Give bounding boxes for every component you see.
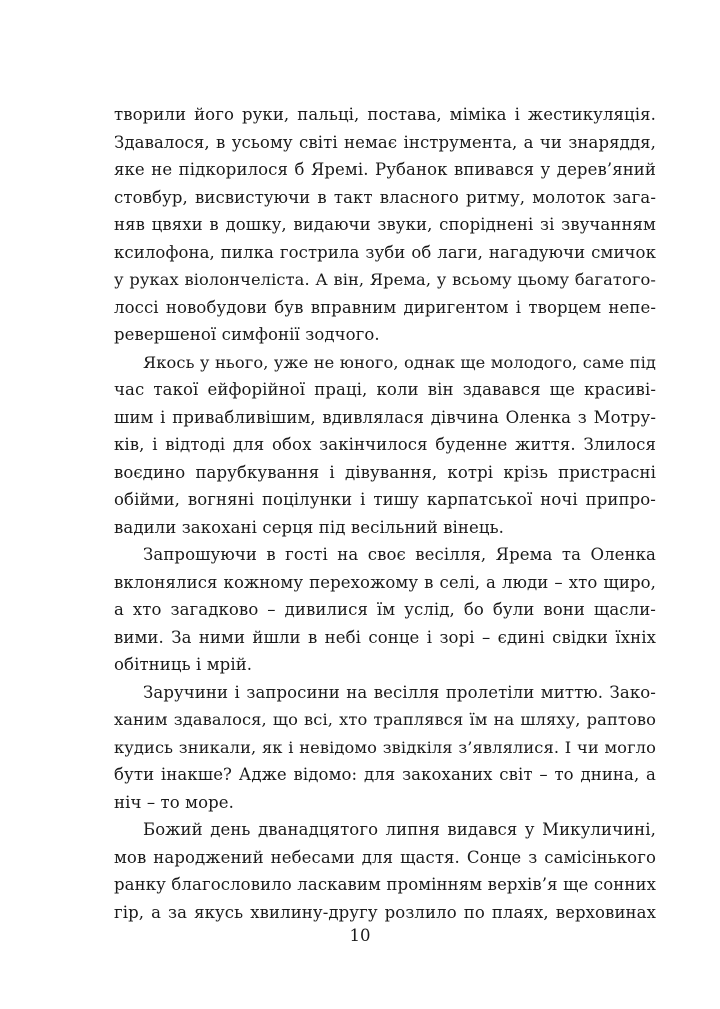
- text-line: яке не підкорилося б Яремі. Рубанок впивався у дерев’яний: [114, 160, 656, 179]
- text-line: творили його руки, пальці, постава, міміка і жестикуляція.: [114, 105, 656, 124]
- text-line: вими. За ними йшли в небі сонце і зорі – єдині свідки їхніх: [114, 627, 656, 647]
- text-line: ніч – то море.: [114, 792, 234, 812]
- text-line: вклонялися кожному перехожому в селі, а люди – хто щиро,: [114, 572, 656, 592]
- text-line: Заручини і запросини на весілля пролетіли миттю. Зако-: [143, 682, 656, 702]
- text-line: Якось у нього, уже не юного, однак ще молодого, саме під: [143, 352, 656, 372]
- text-line: ранку благословило ласкавим промінням верхів’я ще сонних: [114, 875, 656, 894]
- text-line: шим і привабливішим, вдивлялася дівчина Оленка з Мотру-: [114, 407, 656, 427]
- text-line: обітниць і мрій.: [114, 655, 253, 674]
- text-line: ханим здавалося, що всі, хто траплявся їм на шляху, раптово: [114, 710, 656, 729]
- text-line: гір, а за якусь хвилину-другу розлило по плаях, верховинах: [114, 902, 656, 922]
- text-line: Божий день дванадцятого липня видався у Микуличині,: [143, 820, 656, 839]
- text-line: няв цвяхи в дошку, видаючи звуки, споріднені зі звучанням: [114, 215, 656, 234]
- text-line: вадили закохані серця під весільний вінець.: [114, 517, 505, 537]
- text-line: ксилофона, пилка гострила зуби об лаги, нагадуючи смичок: [114, 242, 656, 262]
- text-line: ків, і відтоді для обох закінчилося буденне життя. Злилося: [114, 435, 656, 454]
- text-line: ревершеної симфонії зодчого.: [114, 325, 380, 344]
- text-line: а хто загадково – дивилися їм услід, бо були вони щасли-: [114, 600, 656, 619]
- text-line: бути інакше? Адже відомо: для закоханих світ – то днина, а: [114, 765, 656, 784]
- text-line: Здавалося, в усьому світі немає інструмента, а чи знаряддя,: [114, 132, 656, 152]
- text-line: стовбур, висвистуючи в такт власного ритму, молоток зага-: [114, 187, 656, 207]
- text-line: воєдино парубкування і дівування, котрі крізь пристрасні: [114, 462, 656, 482]
- text-line: Запрошуючи в гості на своє весілля, Ярема та Оленка: [143, 545, 656, 564]
- page-number: 10: [349, 926, 371, 945]
- text-line: мов народжений небесами для щастя. Сонце з самісінького: [114, 847, 656, 867]
- text-line: у руках віолончеліста. А він, Ярема, у всьому цьому багатого-: [114, 270, 656, 289]
- text-line: кудись зникали, як і невідомо звідкіля з’являлися. І чи могло: [114, 737, 656, 757]
- text-line: час такої ейфорійної праці, коли він здавався ще красиві-: [114, 380, 656, 399]
- body-text: [114, 101, 656, 926]
- text-line: обійми, вогняні поцілунки і тишу карпатської ночі припро-: [114, 490, 656, 509]
- text-line: лоссі новобудови був вправним диригентом і творцем непе-: [114, 297, 656, 317]
